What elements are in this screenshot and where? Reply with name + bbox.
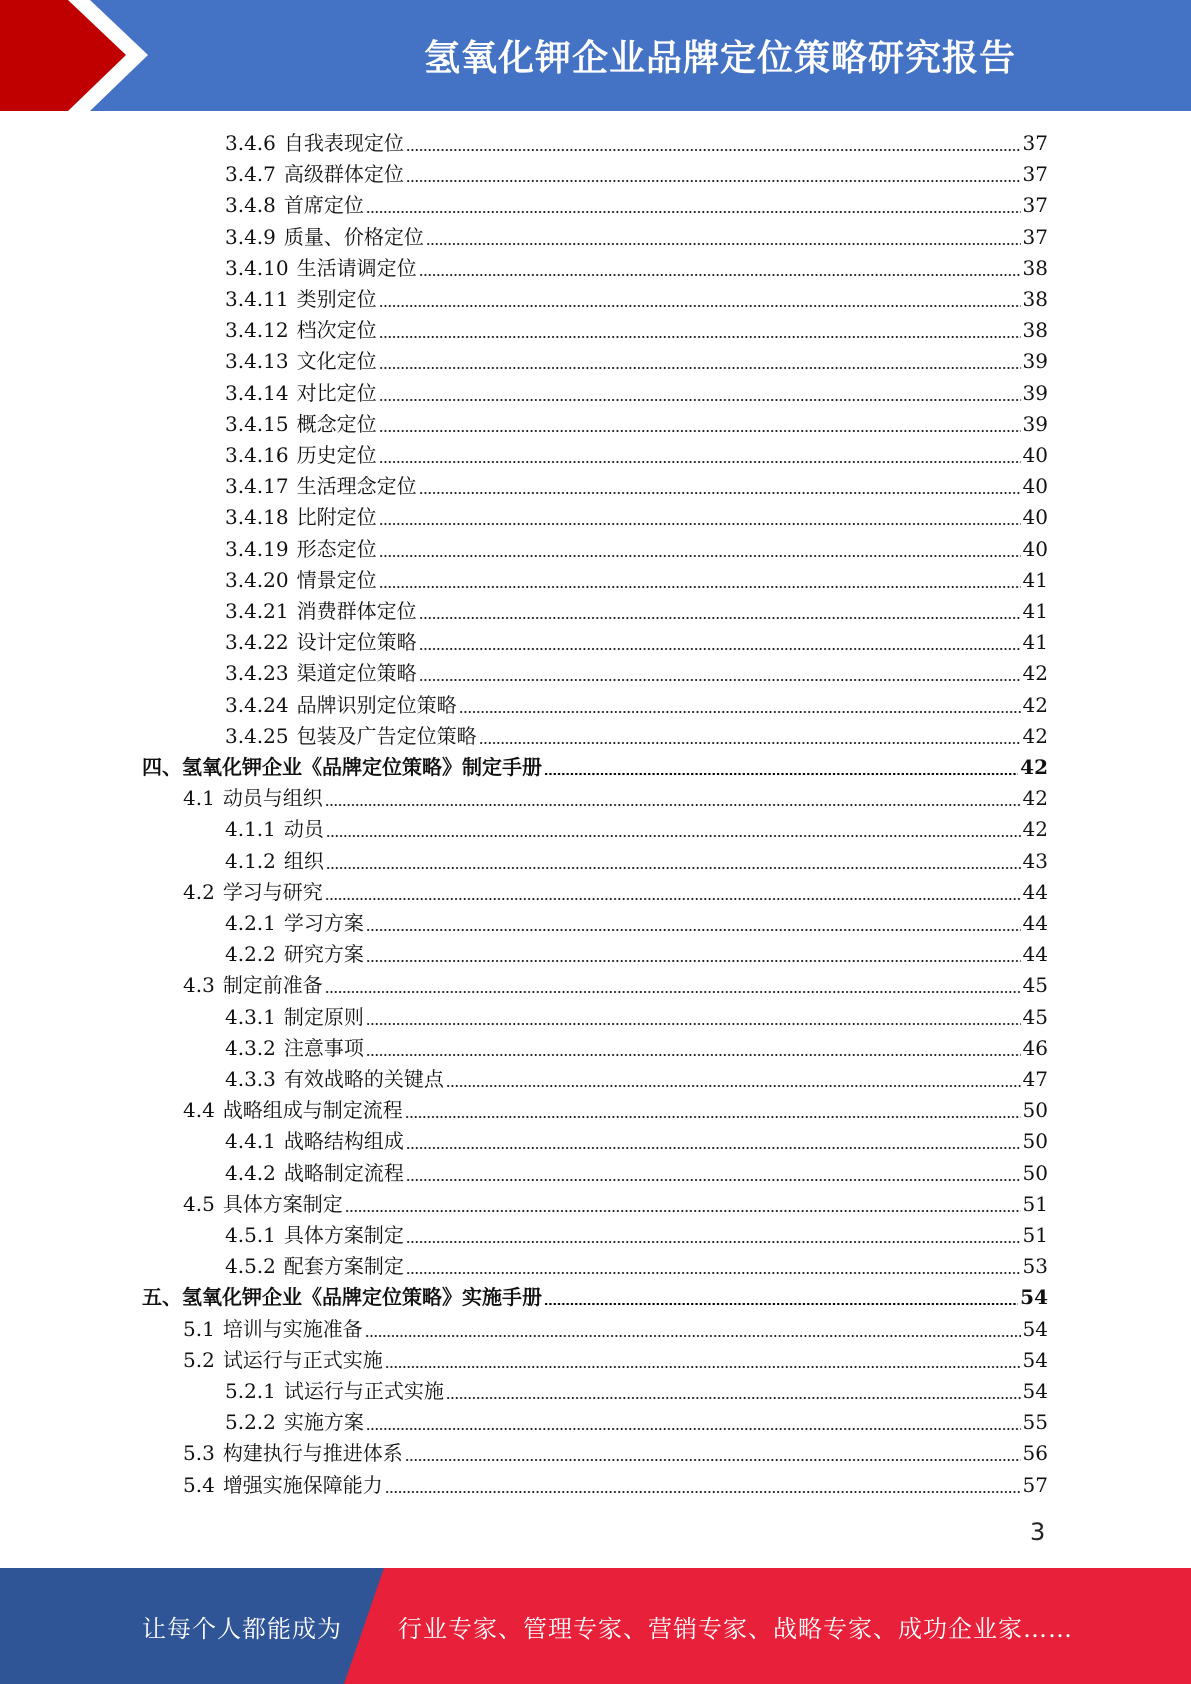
- toc-entry-title: 战略结构组成: [283, 1129, 404, 1154]
- toc-entry-page: 50: [1022, 1098, 1048, 1123]
- toc-entry-title: 档次定位: [296, 318, 377, 343]
- toc-entry-title: 渠道定位策略: [296, 661, 417, 686]
- toc-entry-title: 战略组成与制定流程: [222, 1098, 403, 1123]
- toc-dot-leader: [379, 336, 1021, 338]
- toc-entry[interactable]: [183, 1095, 1048, 1126]
- toc-entry-title: 配套方案制定: [283, 1254, 404, 1279]
- toc-entry-page: 50: [1022, 1129, 1048, 1154]
- toc-entry-number: 4.3: [183, 973, 215, 998]
- toc-dot-leader: [379, 305, 1021, 307]
- toc-entry-number: 4.5.2: [225, 1254, 276, 1279]
- toc-entry-page: 39: [1022, 411, 1048, 436]
- toc-dot-leader: [366, 1428, 1021, 1430]
- footer-roles: 行业专家、管理专家、营销专家、战略专家、成功企业家……: [398, 1614, 1073, 1643]
- toc-entry-title: 包装及广告定位策略: [296, 723, 477, 748]
- toc-entry[interactable]: [225, 190, 1048, 221]
- toc-entry-page: 40: [1022, 443, 1048, 467]
- toc-dot-leader: [379, 461, 1021, 463]
- toc-dot-leader: [446, 1085, 1021, 1087]
- toc-entry[interactable]: [225, 222, 1048, 253]
- toc-entry[interactable]: [183, 970, 1048, 1001]
- toc-entry-page: 46: [1022, 1035, 1048, 1060]
- toc-dot-leader: [365, 1335, 1021, 1337]
- toc-dot-leader: [419, 617, 1021, 619]
- toc-entry-page: 42: [1022, 661, 1048, 686]
- toc-entry[interactable]: [225, 409, 1048, 440]
- toc-entry[interactable]: [142, 752, 1048, 783]
- toc-entry-title: 学习与研究: [222, 879, 323, 904]
- toc-dot-leader: [379, 430, 1021, 432]
- toc-entry-title: 文化定位: [296, 349, 377, 374]
- toc-entry[interactable]: [225, 471, 1048, 502]
- toc-entry-page: 37: [1022, 193, 1048, 218]
- toc-entry-number: 3.4.10: [225, 255, 289, 280]
- toc-dot-leader: [406, 1272, 1021, 1274]
- toc-entry-page: 41: [1022, 599, 1048, 623]
- toc-entry-title: 制定原则: [283, 1004, 364, 1029]
- toc-dot-leader: [366, 960, 1021, 962]
- toc-entry-page: 37: [1022, 162, 1048, 187]
- toc-entry[interactable]: [225, 440, 1048, 471]
- toc-entry-title: 学习方案: [283, 911, 364, 935]
- toc-entry-title: 概念定位: [296, 411, 377, 436]
- toc-entry-title: 试运行与正式实施: [283, 1379, 444, 1403]
- toc-entry-title: 具体方案制定: [222, 1191, 343, 1216]
- toc-entry-title: 试运行与正式实施: [222, 1347, 383, 1372]
- toc-entry-title: 研究方案: [283, 942, 364, 967]
- toc-entry-number: 4.1: [183, 786, 215, 811]
- toc-dot-leader: [544, 773, 1018, 775]
- toc-entry-page: 39: [1022, 349, 1048, 374]
- toc-entry-number: 3.4.15: [225, 411, 289, 436]
- toc-entry-title: 形态定位: [296, 536, 377, 561]
- toc-entry-title: 生活请调定位: [296, 255, 417, 280]
- toc-entry-number: 5.2.2: [225, 1410, 276, 1435]
- toc-entry-title: 战略制定流程: [283, 1160, 404, 1185]
- toc-entry-number: 4.4.2: [225, 1160, 276, 1185]
- toc-entry-number: 5.2.1: [225, 1379, 276, 1403]
- toc-entry-title: 对比定位: [296, 380, 377, 405]
- toc-entry-title: 生活理念定位: [296, 474, 417, 499]
- toc-entry-page: 38: [1022, 318, 1048, 343]
- toc-entry-title: 品牌识别定位策略: [296, 692, 457, 717]
- toc-entry-number: 3.4.13: [225, 349, 289, 374]
- toc-entry-number: 4.5.1: [225, 1223, 276, 1247]
- toc-entry-number: 4.4: [183, 1098, 215, 1123]
- toc-entry-number: 五、: [142, 1285, 182, 1310]
- toc-dot-leader: [419, 492, 1021, 494]
- toc-entry-page: 51: [1022, 1223, 1048, 1247]
- toc-entry[interactable]: [225, 1033, 1048, 1064]
- toc-dot-leader: [379, 555, 1021, 557]
- toc-entry[interactable]: [183, 877, 1048, 908]
- toc-entry-page: 44: [1022, 911, 1048, 935]
- toc-entry-title: 氢氧化钾企业《品牌定位策略》制定手册: [182, 755, 542, 779]
- toc-entry-page: 56: [1022, 1441, 1048, 1466]
- toc-dot-leader: [379, 586, 1021, 588]
- toc-entry[interactable]: [225, 534, 1048, 565]
- toc-dot-leader: [366, 1023, 1021, 1025]
- toc-dot-leader: [325, 898, 1021, 900]
- toc-entry[interactable]: [225, 1002, 1048, 1033]
- toc-dot-leader: [366, 211, 1021, 213]
- toc-entry[interactable]: [225, 378, 1048, 409]
- toc-entry-number: 3.4.19: [225, 536, 289, 561]
- toc-entry-page: 38: [1022, 255, 1048, 280]
- toc-entry-number: 4.2.1: [225, 911, 276, 935]
- toc-dot-leader: [345, 1210, 1021, 1212]
- toc-entry-number: 3.4.18: [225, 505, 289, 530]
- footer-slogan: 让每个人都能成为: [142, 1614, 342, 1643]
- toc-entry-number: 3.4.7: [225, 162, 276, 187]
- toc-entry-number: 5.3: [183, 1441, 215, 1466]
- toc-dot-leader: [419, 648, 1021, 650]
- toc-entry-number: 4.2: [183, 879, 215, 904]
- toc-entry[interactable]: [225, 1126, 1048, 1157]
- toc-entry[interactable]: [225, 596, 1048, 627]
- toc-entry-page: 45: [1022, 973, 1048, 998]
- toc-entry-title: 实施方案: [283, 1410, 364, 1435]
- toc-entry-title: 消费群体定位: [296, 599, 417, 623]
- toc-entry-title: 注意事项: [283, 1035, 364, 1060]
- toc-dot-leader: [379, 523, 1021, 525]
- toc-entry-page: 42: [1022, 692, 1048, 717]
- toc-entry-page: 42: [1022, 786, 1048, 811]
- toc-entry[interactable]: [142, 1282, 1048, 1313]
- toc-entry-page: 42: [1020, 755, 1048, 779]
- toc-dot-leader: [366, 929, 1021, 931]
- toc-entry-title: 高级群体定位: [283, 162, 404, 187]
- toc-entry-page: 54: [1022, 1379, 1048, 1403]
- toc-dot-leader: [405, 1459, 1021, 1461]
- toc-entry[interactable]: [225, 1376, 1048, 1407]
- toc-entry-title: 培训与实施准备: [222, 1316, 363, 1341]
- toc-entry-page: 40: [1022, 474, 1048, 499]
- toc-entry[interactable]: [225, 1407, 1048, 1438]
- toc-entry[interactable]: [225, 1158, 1048, 1189]
- toc-entry-number: 4.3.2: [225, 1035, 276, 1060]
- toc-dot-leader: [426, 243, 1021, 245]
- page-footer: [0, 1568, 1191, 1684]
- toc-entry-title: 情景定位: [296, 567, 377, 592]
- toc-entry-title: 首席定位: [283, 193, 364, 218]
- toc-entry-number: 4.4.1: [225, 1129, 276, 1154]
- toc-entry[interactable]: [225, 908, 1048, 939]
- toc-entry-page: 42: [1022, 817, 1048, 842]
- page-header: [0, 0, 1191, 111]
- toc-entry-page: 37: [1022, 131, 1048, 155]
- toc-dot-leader: [406, 180, 1021, 182]
- toc-entry-page: 54: [1020, 1285, 1048, 1310]
- toc-entry-title: 具体方案制定: [283, 1223, 404, 1247]
- toc-entry-page: 39: [1022, 380, 1048, 405]
- toc-entry-number: 4.5: [183, 1191, 215, 1216]
- toc-entry[interactable]: [225, 658, 1048, 689]
- toc-entry[interactable]: [225, 159, 1048, 190]
- toc-entry-number: 3.4.6: [225, 131, 276, 155]
- toc-entry[interactable]: [225, 690, 1048, 721]
- toc-entry-number: 3.4.17: [225, 474, 289, 499]
- toc-dot-leader: [406, 1147, 1021, 1149]
- toc-entry-page: 40: [1022, 505, 1048, 530]
- toc-entry-page: 57: [1022, 1472, 1048, 1497]
- toc-entry-title: 动员与组织: [222, 786, 323, 811]
- toc-entry-number: 3.4.20: [225, 567, 289, 592]
- toc-entry-number: 四、: [142, 755, 182, 779]
- toc-entry-number: 4.1.2: [225, 848, 276, 873]
- toc-entry[interactable]: [225, 128, 1048, 159]
- toc-entry[interactable]: [225, 846, 1048, 877]
- toc-entry[interactable]: [225, 1064, 1048, 1095]
- toc-entry-page: 44: [1022, 942, 1048, 967]
- toc-entry[interactable]: [225, 721, 1048, 752]
- toc-entry[interactable]: [183, 1345, 1048, 1376]
- toc-entry[interactable]: [225, 253, 1048, 284]
- toc-dot-leader: [385, 1491, 1021, 1493]
- toc-entry[interactable]: [225, 1220, 1048, 1251]
- toc-entry-page: 50: [1022, 1160, 1048, 1185]
- toc-entry-page: 38: [1022, 287, 1048, 311]
- toc-entry-number: 3.4.24: [225, 692, 289, 717]
- toc-entry-title: 有效战略的关键点: [283, 1067, 444, 1091]
- toc-entry-number: 3.4.14: [225, 380, 289, 405]
- toc-entry-number: 5.2: [183, 1347, 215, 1372]
- toc-entry[interactable]: [183, 1189, 1048, 1220]
- page-number: 3: [1030, 1518, 1046, 1546]
- toc-dot-leader: [446, 1397, 1021, 1399]
- toc-entry-number: 3.4.16: [225, 443, 289, 467]
- toc-entry-title: 构建执行与推进体系: [222, 1441, 403, 1466]
- toc-entry[interactable]: [225, 502, 1048, 533]
- toc-entry-title: 制定前准备: [222, 973, 323, 998]
- toc-entry-title: 组织: [283, 848, 324, 873]
- toc-entry-page: 54: [1022, 1316, 1048, 1341]
- toc-entry[interactable]: [225, 1251, 1048, 1282]
- toc-entry-title: 历史定位: [296, 443, 377, 467]
- toc-dot-leader: [325, 991, 1021, 993]
- toc-dot-leader: [419, 679, 1021, 681]
- toc-dot-leader: [406, 1179, 1021, 1181]
- toc-entry-title: 自我表现定位: [283, 131, 404, 155]
- toc-entry-page: 41: [1022, 567, 1048, 592]
- toc-dot-leader: [385, 1366, 1021, 1368]
- toc-entry-title: 增强实施保障能力: [222, 1472, 383, 1497]
- toc-entry-page: 47: [1022, 1067, 1048, 1091]
- toc-entry-page: 53: [1022, 1254, 1048, 1279]
- toc-entry-number: 4.3.1: [225, 1004, 276, 1029]
- toc-entry[interactable]: [225, 315, 1048, 346]
- toc-dot-leader: [406, 149, 1021, 151]
- toc-entry-title: 动员: [283, 817, 324, 842]
- toc-dot-leader: [379, 399, 1021, 401]
- toc-entry-number: 3.4.9: [225, 224, 276, 249]
- toc-entry-number: 3.4.22: [225, 630, 289, 655]
- toc-entry-number: 5.4: [183, 1472, 215, 1497]
- toc-entry[interactable]: [225, 346, 1048, 377]
- toc-entry-number: 3.4.23: [225, 661, 289, 686]
- toc-entry-number: 3.4.12: [225, 318, 289, 343]
- toc-entry-number: 4.2.2: [225, 942, 276, 967]
- toc-dot-leader: [325, 804, 1021, 806]
- toc-entry-number: 3.4.11: [225, 287, 289, 311]
- toc-entry-title: 设计定位策略: [296, 630, 417, 655]
- toc-dot-leader: [406, 1241, 1021, 1243]
- toc-dot-leader: [419, 274, 1021, 276]
- toc-entry[interactable]: [183, 1314, 1048, 1345]
- toc-entry-number: 3.4.8: [225, 193, 276, 218]
- toc-dot-leader: [326, 835, 1021, 837]
- toc-dot-leader: [366, 1054, 1021, 1056]
- toc-entry-page: 43: [1022, 848, 1048, 873]
- toc-dot-leader: [379, 367, 1021, 369]
- toc-dot-leader: [405, 1116, 1021, 1118]
- toc-entry[interactable]: [225, 627, 1048, 658]
- toc-entry-page: 44: [1022, 879, 1048, 904]
- toc-entry-page: 55: [1022, 1410, 1048, 1435]
- toc-entry-page: 51: [1022, 1191, 1048, 1216]
- toc-entry-page: 40: [1022, 536, 1048, 561]
- toc-entry-title: 质量、价格定位: [283, 224, 424, 249]
- report-title: 氢氧化钾企业品牌定位策略研究报告: [423, 38, 1016, 79]
- toc-entry-number: 4.1.1: [225, 817, 276, 842]
- toc-entry-page: 41: [1022, 630, 1048, 655]
- toc-dot-leader: [459, 711, 1021, 713]
- toc-entry-title: 比附定位: [296, 505, 377, 530]
- toc-entry-number: 3.4.21: [225, 599, 289, 623]
- toc-entry-page: 54: [1022, 1347, 1048, 1372]
- toc-entry-page: 37: [1022, 224, 1048, 249]
- toc-entry-number: 5.1: [183, 1316, 215, 1341]
- toc-entry[interactable]: [183, 783, 1048, 814]
- toc-dot-leader: [326, 867, 1021, 869]
- toc-entry-page: 42: [1022, 723, 1048, 748]
- toc-entry-page: 45: [1022, 1004, 1048, 1029]
- toc-dot-leader: [479, 742, 1021, 744]
- toc-entry[interactable]: [183, 1470, 1048, 1501]
- toc-entry-title: 类别定位: [296, 287, 377, 311]
- toc-entry[interactable]: [225, 814, 1048, 845]
- toc-entry[interactable]: [225, 284, 1048, 315]
- toc-entry-number: 4.3.3: [225, 1067, 276, 1091]
- toc-entry-number: 3.4.25: [225, 723, 289, 748]
- toc-entry[interactable]: [183, 1438, 1048, 1469]
- toc-entry[interactable]: [225, 939, 1048, 970]
- toc-dot-leader: [544, 1303, 1018, 1305]
- toc-entry-title: 氢氧化钾企业《品牌定位策略》实施手册: [182, 1285, 542, 1310]
- toc-entry[interactable]: [225, 565, 1048, 596]
